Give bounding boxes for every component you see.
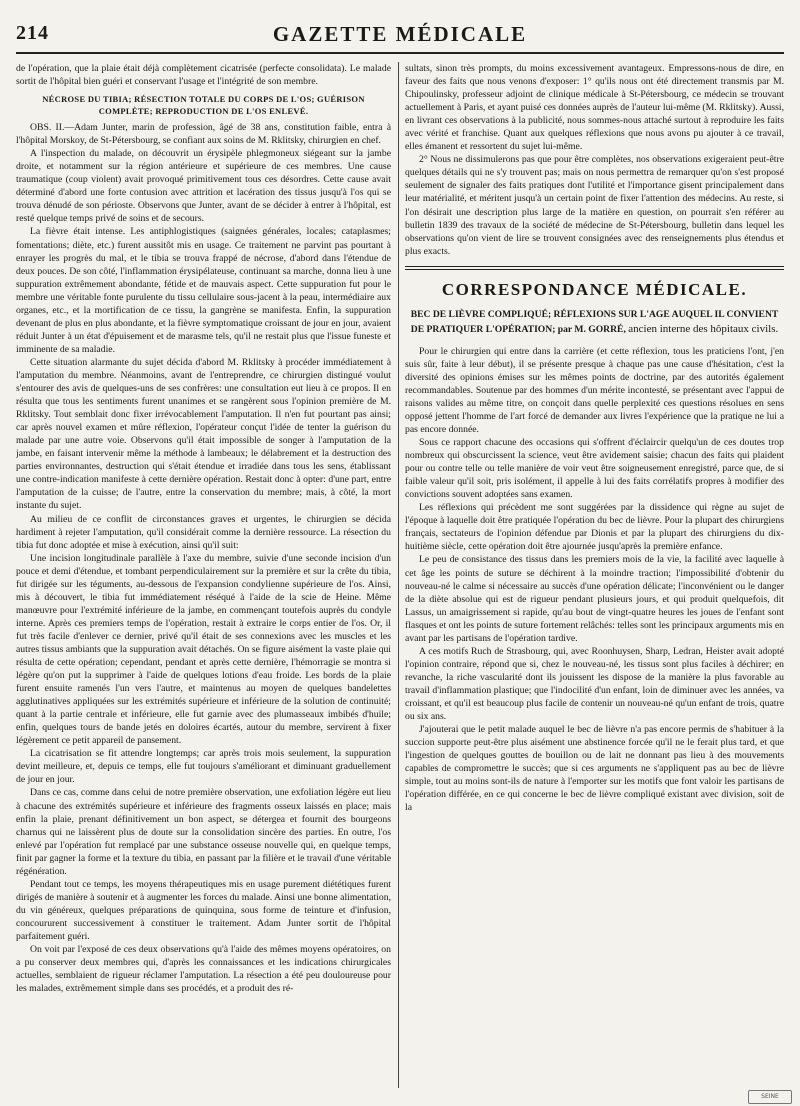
paragraph: Le peu de consistance des tissus dans les premiers mois de la vie, la facilité avec laquelle à cet âge les points de suture se déchirent à la moindre traction; l'impossibilité d'obtenir du nouveau-né le calme si nécessaire au succès d'une opération délicate; l'inconvénient ou le danger de la diète absolue qui est de rigueur pendant plusieurs jours, et qui produit quelquefois, dit Lassus, un amaigrissement si rapide, qu'au bout de vingt-quatre heures les joues de l'enfant sont flasques et ont les points de suture fortement relâchés: telles sont les principaux arguments mis en avant par les partisans de l'opération tardive. [405,554,784,644]
column-divider [398,62,399,1088]
paragraph: de l'opération, que la plaie était déjà complètement cicatrisée (perfecte consolidata). Le malade sortit de l'hôpital bien guéri et conservant l'usage et l'intégrité de son membre. [16,63,391,88]
paragraph: La cicatrisation se fit attendre longtemps; car après trois mois seulement, la suppuration devint meilleure, et, depuis ce temps, elle fut toujours s'améliorant et diminuant graduellement de jour en jour. [16,748,391,786]
paragraph: J'ajouterai que le petit malade auquel le bec de lièvre n'a pas encore permis de s'habituer à la succion supporte peut-être plus aisément une abstinence forcée qu'il ne le ferait plus tard, et que l'ingestion de quelques gouttes de bouillon ou de lait ne donnant pas lieu à des mouvements capables de compromettre le succès; que si ces arguments ne s'appliquent pas au bec de lièvre simple, tout au moins sont-ils de nature à l'emporter sur les motifs que font valoir les partisans de l'opération différée, en ce qui concerne le bec de lièvre compliqué existant avec division, soit de la [405,724,784,814]
paragraph: Cette situation alarmante du sujet décida d'abord M. Rklitsky à procéder immédiatement à l'amputation du membre. Néanmoins, avant de l'entreprendre, ce chirurgien distingué voulut s'entourer des avis de quelques-uns de ses confrères: une consultation eut lieu à ce propos. Il en résulta que tous les sentiments furent unanimes et se rangèrent sous l'opinion première de M. Rklitsky. Tout semblait donc fixer irrévocablement l'amputation. Il n'en fut pourtant pas ainsi; car après nouvel examen et mûre réflexion, l'opérateur conçut l'idée de tenter la guérison du malade par une autre voie. Observons qu'il était impossible de songer à l'amputation de la jambe, en faisant intervenir même la méthode à lambeaux; le délabrement et la destruction des parties environnantes, destruction qui s'était étendue et irradiée dans tous les sens, établissant une contre-indication manifeste à cette dernière opération. Restait donc à opter: d'une part, entre l'amputation de la cuisse; de l'autre, entre la conservation du membre; mais, à côté, la mort instante du sujet. [16,356,391,512]
page-number: 214 [16,22,49,44]
paragraph: A ces motifs Ruch de Strasbourg, qui, avec Roonhuysen, Sharp, Ledran, Heister avait adopté l'opinion contraire, répond que si, chez le nouveau-né, les tissus sont plus faciles à déchirer; en revanche, la riche vascularité dont ils jouissent les dispose de la manière la plus favorable au travail d'inflammation plastique; que l'indocilité d'un enfant, loin de diminuer avec les années, va croissant, et qu'il est beaucoup plus facile de contenir un nouveau-né qu'un enfant de trois, quatre ou six ans. [405,645,784,723]
journal-title: GAZETTE MÉDICALE [272,22,528,46]
paragraph: sultats, sinon très prompts, du moins excessivement avantageux. Empressons-nous de dire, en faveur des faits que nous venons d'exposer: 1° qu'ils nous ont été directement transmis par M. Chipoulinsky, professeur adjoint de clinique médicale à St-Pétersbourg, ce médecin se trouvant actuellement à Paris, et ayant puisé ces données auprès de l'auteur lui-même (M. Rklitsky). Aussi, en livrant ces observations à la publicité, nous sommes-nous attaché surtout à reproduire les faits avec vérité et franchise. Quant aux quelques réflexions que nous avons pu ajouter à ce travail, elles émanent et ressortent du sujet lui-même. [405,63,784,153]
paragraph: Dans ce cas, comme dans celui de notre première observation, une exfoliation légère eut lieu à chacune des extrémités supérieure et inférieure des fragments osseux laissés en place; mais enfin la plaie, prenant définitivement un bon aspect, se détergea et fournit des bourgeons charnus qui ne laissèrent plus de doute sur la consolidation sincère des parties. En outre, l'os enlevé par l'opération fut remplacé par une substance osseuse nouvelle qui, en quelque temps, finit par gagner la forme et la texture du tibia, en passant par la filière et le travail d'une véritable régénération. [16,787,391,877]
paragraph: Les réflexions qui précèdent me sont suggérées par la dissidence qui règne au sujet de l'époque à laquelle doit être pratiquée l'opération du bec de lièvre. Pour la plupart des chirurgiens français, sectateurs de l'opinion défendue par Dionis et par la plupart des chirurgiens du dix-huitième siècle, cette opération doit être ajournée jusqu'après la première enfance. [405,502,784,553]
paragraph: Au milieu de ce conflit de circonstances graves et urgentes, le chirurgien se décida hardiment à rejeter l'amputation, qu'il considérait comme la dernière ressource. La résection du tibia fut donc adoptée et mise à exécution, ainsi qu'il suit: [16,513,391,551]
article-heading-text: BEC DE LIÈVRE COMPLIQUÉ; RÉFLEXIONS SUR L'AGE AUQUEL IL CONVIENT DE PRATIQUER L'OPÉRATION; par M. GORRÉ, [410,308,779,335]
correspondence-body [405,345,784,815]
section-divider [405,266,784,270]
right-column [405,62,784,1090]
paragraph: A l'inspection du malade, on découvrit un érysipèle phlegmoneux siégeant sur la jambe droite, et notamment sur la région antérieure et supérieure de ces membres. Une cause traumatique (coup violent) avait provoqué primitivement tous ces désordres. Cette cause avait déterminé d'abord une forte contusion avec attrition et lacération des tissus jusqu'à l'os qui se trouva dénudé de son périoste. Observons que Junter, avant de se décider à entrer à l'hôpital, est resté quelque temps privé de soins et de secours. [16,148,391,225]
article-author: ancien interne des hôpitaux civils. [628,322,779,335]
paragraph: 2° Nous ne dissimulerons pas que pour être complètes, nos observations exigeraient peut-être quelques détails qui ne s'y trouvent pas; mais on nous permettra de remarquer qu'on s'est proposé seulement de signaler des faits pratiques dont l'utilité et l'importance gisent principalement dans leur matérialité, et méritent jusqu'à un certain point de fixer l'attention des médecins. Au reste, si l'on désirait une description plus large de la matière en question, on pourrait s'en référer au bulletin 1839 des travaux de la société de médecine de St-Pétersbourg, bulletin dans lequel les observations qu'on vient de lire se trouvent consignées avec des renseignements plus étendus et plus exacts. [405,154,784,257]
left-column [16,62,391,1090]
library-stamp: SEINE [748,1090,792,1104]
paragraph: Pour le chirurgien qui entre dans la carrière (et cette réflexion, tous les praticiens l'ont, j'en suis sûr, faite à leur début), il se présente presque à chaque pas une cause d'hésitation, c'est la diversité des opinions émises sur les mêmes points de doctrine, par des autorités également recommandables. Soutenue par des hommes d'un mérite incontesté, se présentant avec l'appui de raisons valides au même titre, on conçoit dans quelle perplexité ces questions résolues en sens opposé jettent l'homme de l'art forcé de demander aux livres l'expérience que la pratique ne lui a pas encore donnée. [405,345,784,435]
paragraph: Une incision longitudinale parallèle à l'axe du membre, suivie d'une seconde incision d'un pouce et demi d'étendue, et tombant perpendiculairement sur la première et sur la crête du tibia, fut dirigée sur les téguments, au-dessous de l'expansion condylienne supérieure de l'os. Ainsi, mis à découvert, le tibia fut immédiatement réséqué à l'aide de la scie de Heine. Même manœuvre pour l'extrémité inférieure de la jambe, en commençant toutefois auprès du condyle interne. Après ces premiers temps de l'opération, restait à extraire le corps entier de l'os. Or, il fut très facile d'enlever ce dernier, privé qu'il était de ses connexions avec les muscles et les autres tissus ambiants que la suppuration avait détachés. On se figure aisément la vaste plaie qui résulta de cette opération; cependant, pendant et après cette dernière, l'hémorragie se montra si légère qu'on put la supprimer à l'aide de quelques lotions d'eau froide. Les bords de la plaie furent ensuite ramenés l'un vers l'autre, et maintenus au moyen de quelques bandelettes agglutinatives appliquées sur les extrémités supérieure et inférieure de la solution de continuité; quant à la partie centrale et inférieure, elle fut garnie avec des plumasseaux imbibés d'huile; enfin, quelques tours de bande jetés en doloires écartés, autour du membre, servirent à fixer légèrement ce petit appareil de pansement. [16,552,391,747]
paragraph: Sous ce rapport chacune des occasions qui s'offrent d'éclaircir quelqu'un de ces doutes trop nombreux qui obscurcissent la science, veut être avidement saisie; chacun des faits qui plaident pour ou contre telle ou telle manière de voir veut être soigneusement enregistré, parce que, de si faible valeur qu'il soit, pris isolément, il appelle à lui des faits corrélatifs propres à modifier des convictions souvent adoptées sans examen. [405,437,784,501]
page-header [16,22,784,54]
observation-heading: NÉCROSE DU TIBIA; RÉSECTION TOTALE DU CORPS DE L'OS; GUÉRISON COMPLÈTE; REPRODUCTION DE L'OS ENLEVÉ. [42,94,365,116]
paragraph: On voit par l'exposé de ces deux observations qu'à l'aide des mêmes moyens opératoires, on a pu conserver deux membres qui, d'après les connaissances et les indications chirurgicales actuelles, semblaient de rigueur réclamer l'amputation. La résection a été peu douloureuse pour les malades, extrêmement simple dans ses procédés, et a produit des ré- [16,944,391,995]
paragraph: La fièvre était intense. Les antiphlogistiques (saignées générales, locales; cataplasmes; fomentations; diète, etc.) furent aussitôt mis en usage. Ce traitement ne parvint pas pourtant à enrayer les progrès du mal, et le tibia se trouva frappé de nécrose, d'abord dans l'étendue de deux pouces. De son côté, l'inflammation érysipélateuse, continuant sa marche, donna lieu à une suppuration extrêmement abondante, fétide et de mauvais aspect. Cette suppuration fut pour le membre une véritable fonte purulente du tissu cellulaire sous-jacent à la peau, intermédiaire aux organes, etc., et la mortification de ce tissu, la gangrène se manifesta. Enfin, la suppuration devenant de plus en plus abondante, et la fièvre symptomatique croissant de jour en jour, avaient réduit Junter à un état d'épuisement et de marasme tels, qu'il ne restait plus que l'issue funeste et imminente de sa maladie. [16,226,391,355]
right-column-continuation [405,62,784,258]
correspondence-section-title: CORRESPONDANCE MÉDICALE. [441,279,748,299]
paragraph: OBS. II.—Adam Junter, marin de profession, âgé de 38 ans, constitution faible, entra à l'hôpital Morskoy, de St-Pétersbourg, se confiant aux soins de M. Rklitsky, chirurgien en chef. [16,122,391,147]
paragraph: Pendant tout ce temps, les moyens thérapeutiques mis en usage purement diététiques furent dirigés de manière à soutenir et à augmenter les forces du malade. Ainsi une bonne alimentation, du vin généreux, quelques préparations de quinquina, sous forme de teinture et d'infusion, concoururent successivement à constituer le traitement. Adam Junter sortit de l'hôpital parfaitement guéri. [16,878,391,942]
article-heading [409,308,780,337]
